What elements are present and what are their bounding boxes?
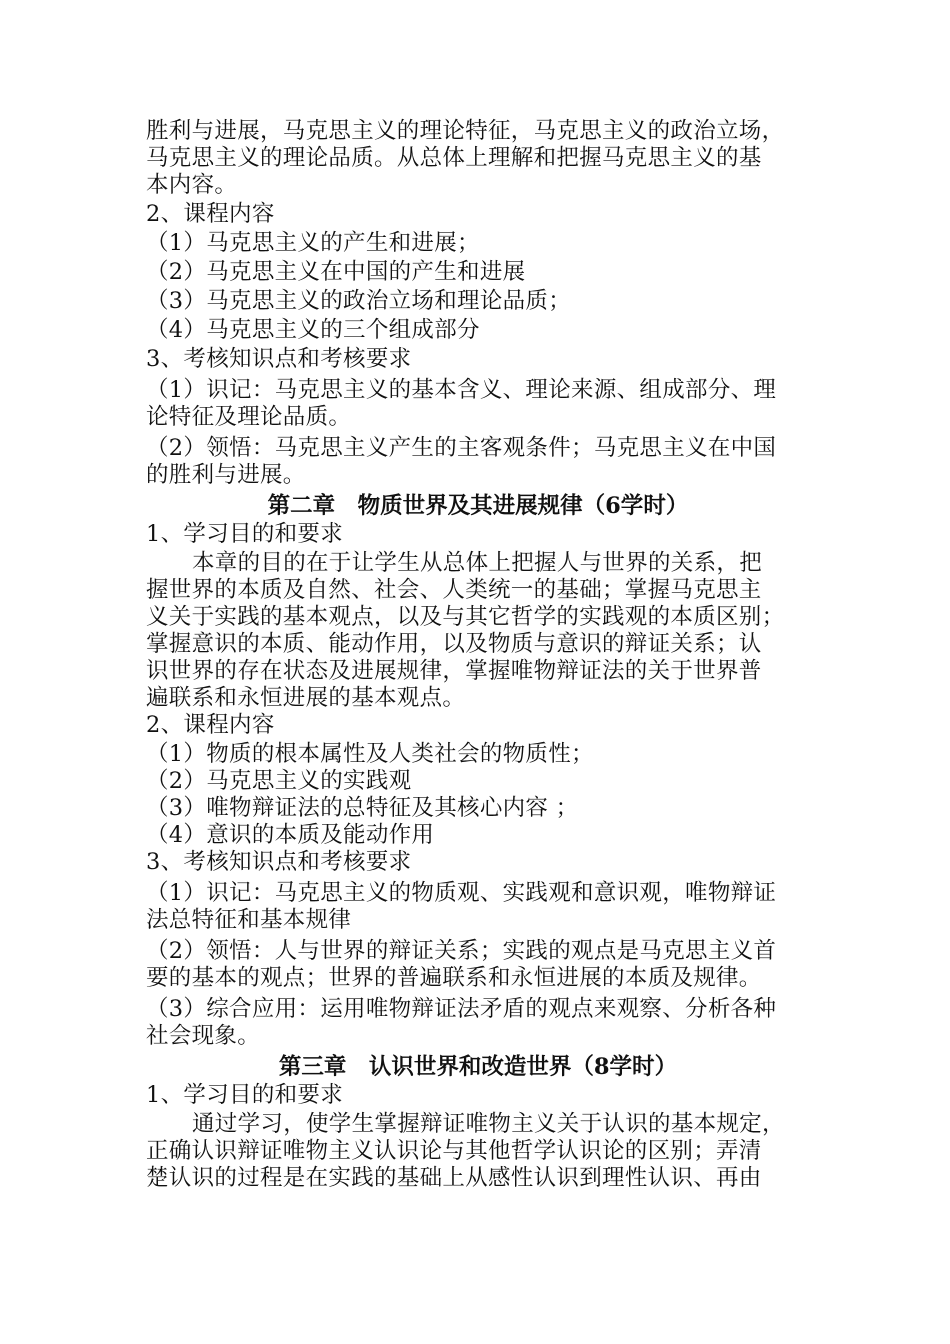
text-line: 义关于实践的基本观点，以及与其它哲学的实践观的本质区别； xyxy=(146,604,785,630)
intro-paragraph xyxy=(146,118,810,199)
list-item: （3）马克思主义的政治立场和理论品质； xyxy=(146,288,572,314)
text-line: 遍联系和永恒进展的基本观点。 xyxy=(146,685,466,711)
list-item-line: 法总特征和基本规律 xyxy=(146,907,352,933)
list-item: （1）物质的根本属性及人类社会的物质性； xyxy=(146,741,594,767)
text-line: 本内容。 xyxy=(146,172,238,198)
list-item-line: 社会现象。 xyxy=(146,1023,261,1049)
text-line: 马克思主义的理论品质。从总体上理解和把握马克思主义的基 xyxy=(146,145,762,171)
chapter-title: 第三章 认识世界和改造世界（8学时） xyxy=(278,1054,678,1080)
section-heading: 2、课程内容 xyxy=(146,712,275,738)
goal-paragraph xyxy=(146,1111,810,1192)
section-heading: 3、考核知识点和考核要求 xyxy=(146,346,412,372)
list-item-line: 论特征及理论品质。 xyxy=(146,404,352,430)
list-item: （3）唯物辩证法的总特征及其核心内容 ； xyxy=(146,795,579,821)
section-heading: 1、学习目的和要求 xyxy=(146,521,344,547)
text-line: 胜利与进展，马克思主义的理论特征，马克思主义的政治立场， xyxy=(146,118,785,144)
list-item-line: （3）综合应用：运用唯物辩证法矛盾的观点来观察、分析各种 xyxy=(146,996,777,1022)
list-item-line: （2）领悟：马克思主义产生的主客观条件；马克思主义在中国 xyxy=(146,435,777,461)
goal-paragraph xyxy=(146,550,810,712)
text-line: 本章的目的在于让学生从总体上把握人与世界的关系，把 xyxy=(192,550,763,576)
section-heading: 3、考核知识点和考核要求 xyxy=(146,849,412,875)
exam-list xyxy=(146,880,810,1050)
text-line: 识世界的存在状态及进展规律，掌握唯物辩证法的关于世界普 xyxy=(146,658,762,684)
list-item: （4）意识的本质及能动作用 xyxy=(146,822,435,848)
list-item-line: 的胜利与进展。 xyxy=(146,462,306,488)
list-item-line: （2）领悟：人与世界的辩证关系；实践的观点是马克思主义首 xyxy=(146,938,777,964)
section-heading: 1、学习目的和要求 xyxy=(146,1082,344,1108)
list-item-line: 要的基本的观点；世界的普遍联系和永恒进展的本质及规律。 xyxy=(146,965,762,991)
section-heading: 2、课程内容 xyxy=(146,201,275,227)
content-list xyxy=(146,741,810,849)
text-line: 握世界的本质及自然、社会、人类统一的基础；掌握马克思主 xyxy=(146,577,762,603)
text-line: 正确认识辩证唯物主义认识论与其他哲学认识论的区别；弄清 xyxy=(146,1138,762,1164)
list-item: （2）马克思主义在中国的产生和进展 xyxy=(146,259,526,285)
content-list xyxy=(146,230,810,344)
list-item-line: （1）识记：马克思主义的物质观、实践观和意识观，唯物辩证 xyxy=(146,880,777,906)
list-item-line: （1）识记：马克思主义的基本含义、理论来源、组成部分、理 xyxy=(146,377,777,403)
list-item: （4）马克思主义的三个组成部分 xyxy=(146,317,480,343)
chapter-title: 第二章 物质世界及其进展规律（6学时） xyxy=(267,493,689,519)
text-line: 掌握意识的本质、能动作用，以及物质与意识的辩证关系；认 xyxy=(146,631,762,657)
list-item: （2）马克思主义的实践观 xyxy=(146,768,412,794)
text-line: 楚认识的过程是在实践的基础上从感性认识到理性认识、再由 xyxy=(146,1165,762,1191)
text-line: 通过学习，使学生掌握辩证唯物主义关于认识的基本规定， xyxy=(192,1111,785,1137)
exam-list xyxy=(146,377,810,489)
document-page xyxy=(146,118,810,1192)
list-item: （1）马克思主义的产生和进展； xyxy=(146,230,480,256)
